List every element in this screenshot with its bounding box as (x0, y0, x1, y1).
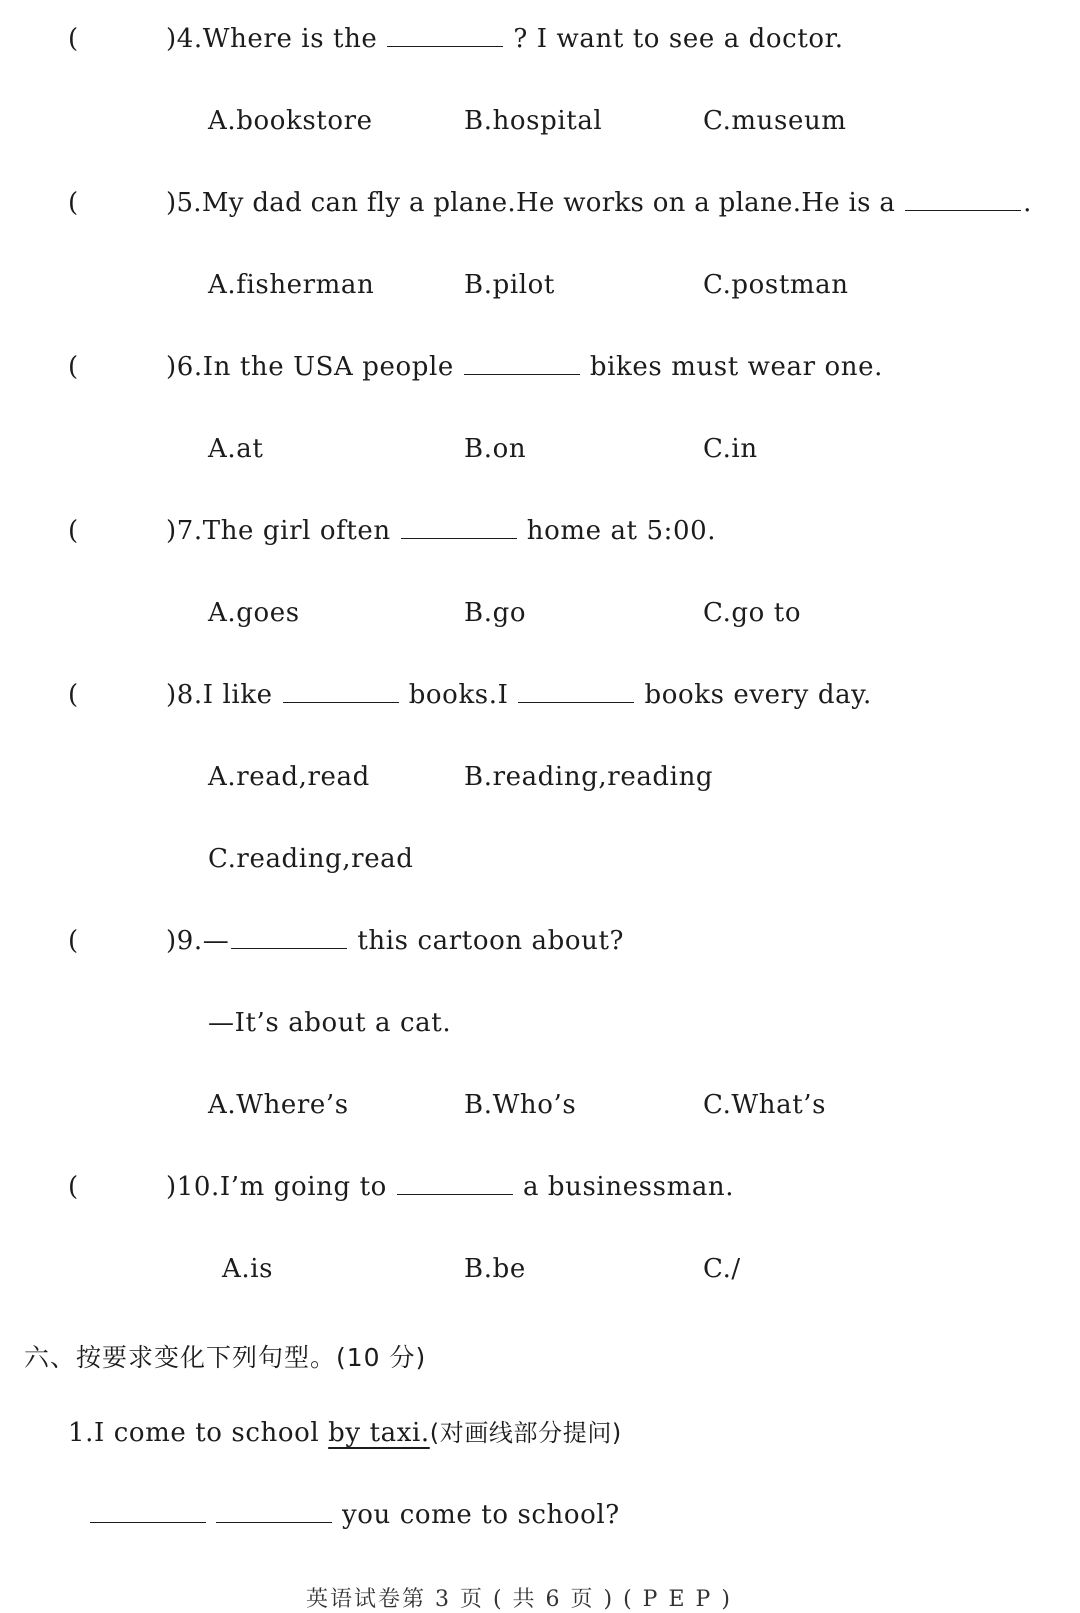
underlined-phrase: by taxi. (328, 1418, 430, 1448)
option-b[interactable]: B.on (464, 434, 527, 464)
option-b[interactable]: B.hospital (464, 106, 603, 136)
question-stem (166, 518, 716, 544)
option-c[interactable]: C.reading,read (208, 844, 414, 874)
option-a[interactable]: A.at (208, 434, 264, 464)
stem-text: . (1023, 188, 1032, 218)
question-number: )4. (166, 24, 203, 54)
stem-text: Where is the (202, 24, 378, 54)
stem-text: books.I (408, 680, 509, 710)
option-c[interactable]: C.museum (703, 106, 847, 136)
answer-blank[interactable] (216, 1504, 332, 1523)
stem-text: 1.I come to school (68, 1418, 329, 1448)
option-c[interactable]: C./ (703, 1254, 741, 1284)
option-c[interactable]: C.What’s (703, 1090, 827, 1120)
answer-row (80, 1502, 620, 1528)
question-number: )5. (166, 188, 202, 218)
stem-text: My dad can fly a plane.He works on a plane.He is a (201, 188, 896, 218)
stem-text: bikes must wear one. (589, 352, 883, 382)
question-number: )9. (166, 926, 203, 956)
option-a[interactable]: A.goes (208, 598, 300, 628)
answer-paren: ( (68, 188, 79, 218)
answer-paren: ( (68, 352, 79, 382)
question-stem (166, 682, 872, 708)
instruction-text: (对画线部分提问) (429, 1419, 622, 1447)
option-a[interactable]: A.is (222, 1254, 274, 1284)
question-number: )10. (166, 1172, 220, 1202)
option-c[interactable]: C.go to (703, 598, 802, 628)
dialogue-reply: —It’s about a cat. (208, 1008, 452, 1038)
answer-blank[interactable] (283, 684, 399, 703)
answer-blank[interactable] (518, 684, 634, 703)
answer-paren: ( (68, 1172, 79, 1202)
option-c[interactable]: C.postman (703, 270, 849, 300)
question-stem (68, 1420, 622, 1446)
option-c[interactable]: C.in (703, 434, 758, 464)
stem-text: books every day. (644, 680, 872, 710)
answer-paren: ( (68, 516, 79, 546)
question-stem (166, 26, 844, 52)
option-b[interactable]: B.be (464, 1254, 526, 1284)
answer-paren: ( (68, 24, 79, 54)
stem-text: I’m going to (219, 1172, 387, 1202)
stem-text: — (202, 926, 230, 956)
option-b[interactable]: B.pilot (464, 270, 555, 300)
answer-paren: ( (68, 680, 79, 710)
option-a[interactable]: A.fisherman (208, 270, 375, 300)
answer-blank[interactable] (90, 1504, 206, 1523)
answer-blank[interactable] (464, 356, 580, 375)
stem-text: this cartoon about? (357, 926, 625, 956)
stem-text: a businessman. (522, 1172, 735, 1202)
answer-blank[interactable] (401, 520, 517, 539)
question-number: )7. (166, 516, 203, 546)
page-footer: 英语试卷第 3 页 ( 共 6 页 ) ( P E P ) (306, 1587, 732, 1612)
option-b[interactable]: B.go (464, 598, 527, 628)
stem-text: The girl often (202, 516, 391, 546)
answer-blank[interactable] (397, 1176, 513, 1195)
section-heading: 六、按要求变化下列句型。(10 分) (24, 1343, 427, 1372)
option-a[interactable]: A.bookstore (208, 106, 373, 136)
stem-text: I like (202, 680, 273, 710)
answer-paren: ( (68, 926, 79, 956)
question-stem (166, 928, 624, 954)
option-b[interactable]: B.Who’s (464, 1090, 577, 1120)
stem-text: ? I want to see a doctor. (513, 24, 844, 54)
question-stem (166, 190, 1032, 216)
question-number: )8. (166, 680, 203, 710)
stem-text: In the USA people (202, 352, 454, 382)
option-a[interactable]: A.read,read (208, 762, 370, 792)
answer-blank[interactable] (387, 28, 503, 47)
answer-blank[interactable] (231, 930, 347, 949)
stem-text: you come to school? (342, 1500, 620, 1530)
question-number: )6. (166, 352, 203, 382)
question-stem (166, 354, 883, 380)
option-b[interactable]: B.reading,reading (464, 762, 714, 792)
answer-blank[interactable] (905, 192, 1021, 211)
question-stem (166, 1174, 734, 1200)
stem-text: home at 5:00. (526, 516, 717, 546)
option-a[interactable]: A.Where’s (208, 1090, 349, 1120)
